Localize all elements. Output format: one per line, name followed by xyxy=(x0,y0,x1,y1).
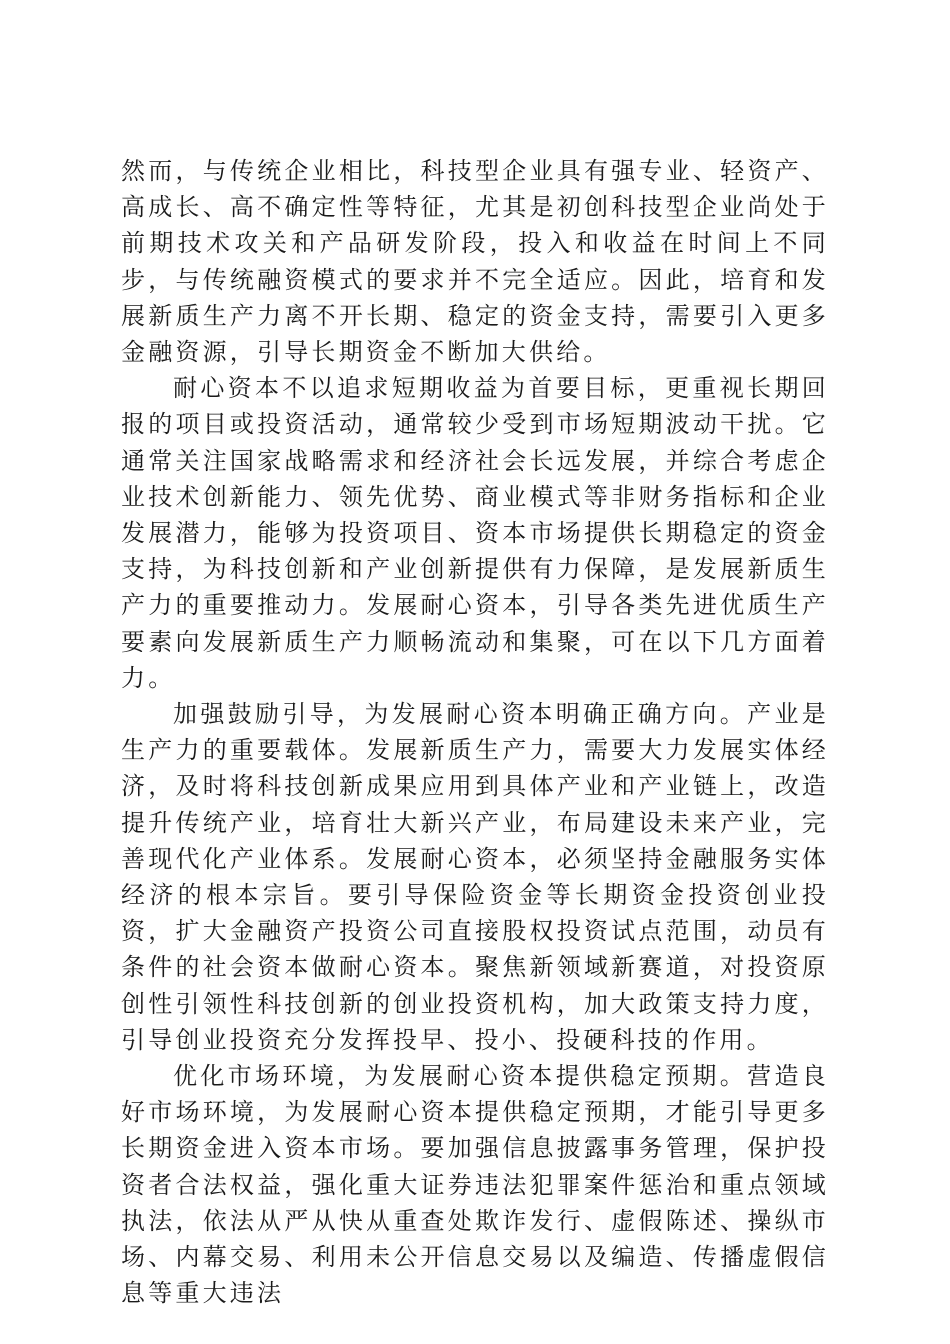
paragraph-1: 然而，与传统企业相比，科技型企业具有强专业、轻资产、高成长、高不确定性等特征，尤其是初创科技型企业尚处于前期技术攻关和产品研发阶段，投入和收益在时间上不同步，与传统融资模式的要求并不完全适应。因此，培育和发展新质生产力离不开长期、稳定的资金支持，需要引入更多金融资源，引导长期资金不断加大供给。 xyxy=(121,157,829,367)
paragraph-3: 加强鼓励引导，为发展耐心资本明确正确方向。产业是生产力的重要载体。发展新质生产力，需要大力发展实体经济，及时将科技创新成果应用到具体产业和产业链上，改造提升传统产业，培育壮大新兴产业，布局建设未来产业，完善现代化产业体系。发展耐心资本，必须坚持金融服务实体经济的根本宗旨。要引导保险资金等长期资金投资创业投资，扩大金融资产投资公司直接股权投资试点范围，动员有条件的社会资本做耐心资本。聚焦新领域新赛道，对投资原创性引领性科技创新的创业投资机构，加大政策支持力度，引导创业投资充分发挥投早、投小、投硬科技的作用。 xyxy=(121,700,829,1054)
body-text xyxy=(121,153,829,1312)
paragraph-2: 耐心资本不以追求短期收益为首要目标，更重视长期回报的项目或投资活动，通常较少受到市场短期波动干扰。它通常关注国家战略需求和经济社会长远发展，并综合考虑企业技术创新能力、领先优势、商业模式等非财务指标和企业发展潜力，能够为投资项目、资本市场提供长期稳定的资金支持，为科技创新和产业创新提供有力保障，是发展新质生产力的重要推动力。发展耐心资本，引导各类先进优质生产要素向发展新质生产力顺畅流动和集聚，可在以下几方面着力。 xyxy=(121,374,829,692)
paragraph-4: 优化市场环境，为发展耐心资本提供稳定预期。营造良好市场环境，为发展耐心资本提供稳定预期，才能引导更多长期资金进入资本市场。要加强信息披露事务管理，保护投资者合法权益，强化重大证券违法犯罪案件惩治和重点领域执法，依法从严从快从重查处欺诈发行、虚假陈述、操纵市场、内幕交易、利用未公开信息交易以及编造、传播虚假信息等重大违法 xyxy=(121,1062,829,1308)
